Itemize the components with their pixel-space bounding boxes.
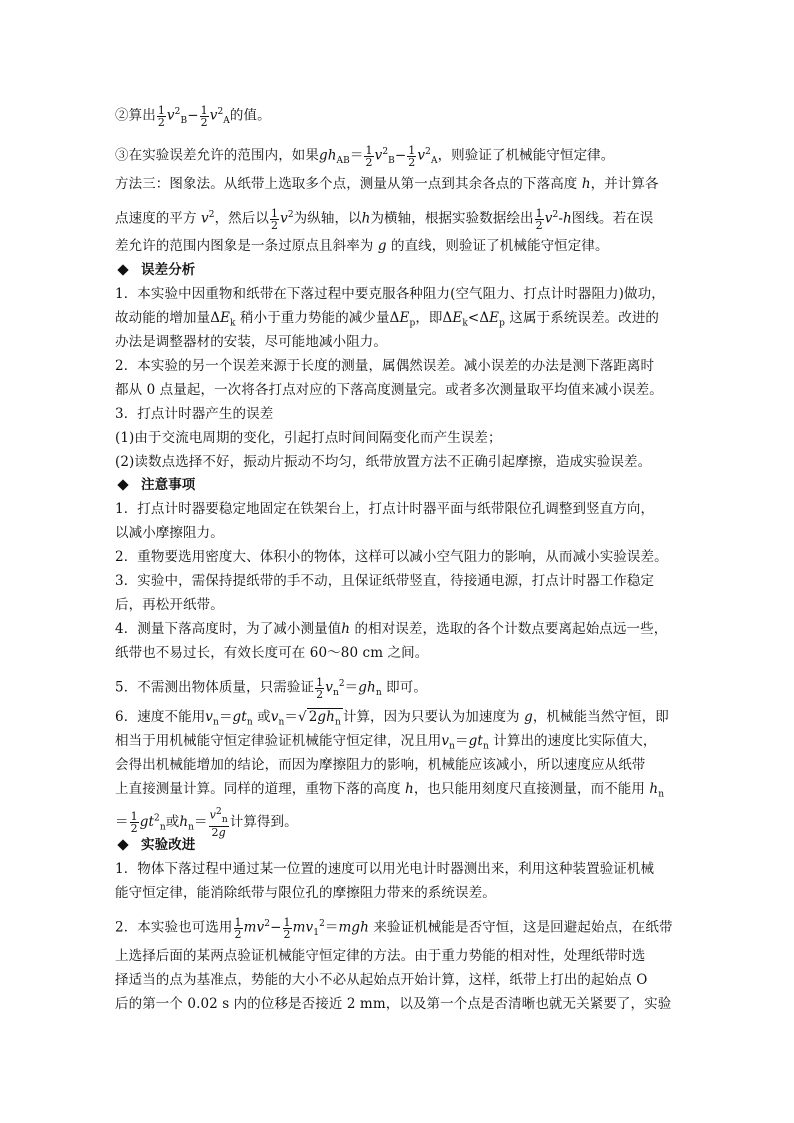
text-line: 故动能的增加量$\Delta E_k$ 稍小于重力势能的减少量$\Delta E_p$，即$\Delta E_k<\Delta E_p$ 这属于系统误差。改进的: [115, 310, 660, 329]
text-line: 差允许的范围内图象是一条过原点且斜率为 g 的直线，则验证了机械能守恒定律。: [115, 238, 609, 254]
text-line: 相当于用机械能守恒定律验证机械能守恒定律，况且用$v_n=gt_n$ 计算出的速度比实际值大，: [115, 733, 657, 752]
text-line: 以减小摩擦阻力。: [115, 525, 224, 541]
text-line: 1．物体下落过程中通过某一位置的速度可以用光电计时器测出来，利用这种装置验证机械: [115, 861, 655, 877]
text-line: 2．本实验也可选用 $\frac{1}{2}$ $mv^2-$ $\frac{1}{2}$ $mv_1^2=mgh$ 来验证机械能是否守恒，这是回避起始点，在纸带: [115, 915, 673, 941]
text-line: 方法三：图象法。从纸带上选取多个点，测量从第一点到其余各点的下落高度 h，并计算各: [115, 176, 659, 192]
section-heading: 实验改进: [115, 835, 195, 855]
text-line: 4．测量下落高度时，为了减小测量值h 的相对误差，选取的各个计数点要离起始点远一些，: [115, 621, 668, 637]
text-line: 后的第一个 0.02 s 内的位移是否接近 2 mm，以及第一个点是否清晰也就无关紧要了，实验: [115, 996, 672, 1012]
text-line: ＝ $\frac{1}{2}$ $gt^2_n$或$h_n=$ $\frac{v^2_n}{2g}$ 计算得到。: [115, 807, 298, 839]
text-line: 1．本实验中因重物和纸带在下落过程中要克服各种阻力(空气阻力、打点计时器阻力)做功，: [115, 286, 665, 302]
diamond-bullet-icon: [117, 264, 128, 275]
text-line: 6．速度不能用$v_n=gt_n$ 或$v_n=√$ $2gh_n$ 计算，因为只要认为加速度为 g，机械能当然守恒，即: [115, 709, 669, 728]
text-line: 3．实验中，需保持提纸带的手不动，且保证纸带竖直，待接通电源，打点计时器工作稳定: [115, 573, 655, 589]
text-line: 2．本实验的另一个误差来源于长度的测量，属偶然误差。减小误差的办法是测下落距离时: [115, 358, 655, 374]
text-line: 2．重物要选用密度大、体积小的物体，这样可以减小空气阻力的影响，从而减小实验误差。: [115, 549, 668, 565]
text-line: 点速度的平方 $v^2$，然后以 $\frac{1}{2}$ $v^2$为纵轴，以h为横轴，根据实验数据绘出 $\frac{1}{2}$ $v^2-h$图线。若在误: [115, 206, 654, 232]
text-line: (1)由于交流电周期的变化，引起打点时间间隔变化而产生误差；: [115, 430, 502, 446]
text-line: 纸带也不易过长，有效长度可在 60～80 cm 之间。: [115, 645, 429, 661]
text-line: 上直接测量计算。同样的道理，重物下落的高度 h，也只能用刻度尺直接测量，而不能用 $h_n$: [115, 781, 665, 800]
text-line: 5．不需测出物体质量，只需验证 $\frac{1}{2}$ $v_n^2=gh_n$ 即可。: [115, 675, 427, 701]
text-line: ②算出 $\frac{1}{2}$ $v^2_B-$ $\frac{1}{2}$ $v^2_A$的值。: [115, 103, 271, 129]
text-line: 办法是调整器材的安装，尽可能地减小阻力。: [115, 334, 387, 350]
text-line: 择适当的点为基准点，势能的大小不必从起始点开始计算，这样，纸带上打出的起始点 O: [115, 972, 648, 988]
text-line: 能守恒定律，能消除纸带与限位孔的摩擦阻力带来的系统误差。: [115, 885, 496, 901]
section-heading: 注意事项: [115, 475, 195, 495]
diamond-bullet-icon: [117, 479, 128, 490]
text-line: ③在实验误差允许的范围内，如果$gh_{AB}=$ $\frac{1}{2}$ $v^2_B-$ $\frac{1}{2}$ $v^2_A$，则验证了机械能守恒定律。: [115, 143, 615, 169]
text-line: 会得出机械能增加的结论，而因为摩擦阻力的影响，机械能应该减小，所以速度应从纸带: [115, 757, 646, 773]
diamond-bullet-icon: [117, 839, 128, 850]
section-heading: 误差分析: [115, 260, 195, 280]
text-line: 1．打点计时器要稳定地固定在铁架台上，打点计时器平面与纸带限位孔调整到竖直方向，: [115, 501, 655, 517]
text-line: 后，再松开纸带。: [115, 597, 224, 613]
text-line: 都从 0 点量起，一次将各打点对应的下落高度测量完。或者多次测量取平均值来减小误差。: [115, 382, 663, 398]
text-line: 上选择后面的某两点验证机械能守恒定律的方法。由于重力势能的相对性，处理纸带时选: [115, 948, 646, 964]
text-line: 3．打点计时器产生的误差: [115, 406, 274, 422]
text-line: (2)读数点选择不好，振动片振动不均匀，纸带放置方法不正确引起摩擦，造成实验误差。: [115, 454, 652, 470]
